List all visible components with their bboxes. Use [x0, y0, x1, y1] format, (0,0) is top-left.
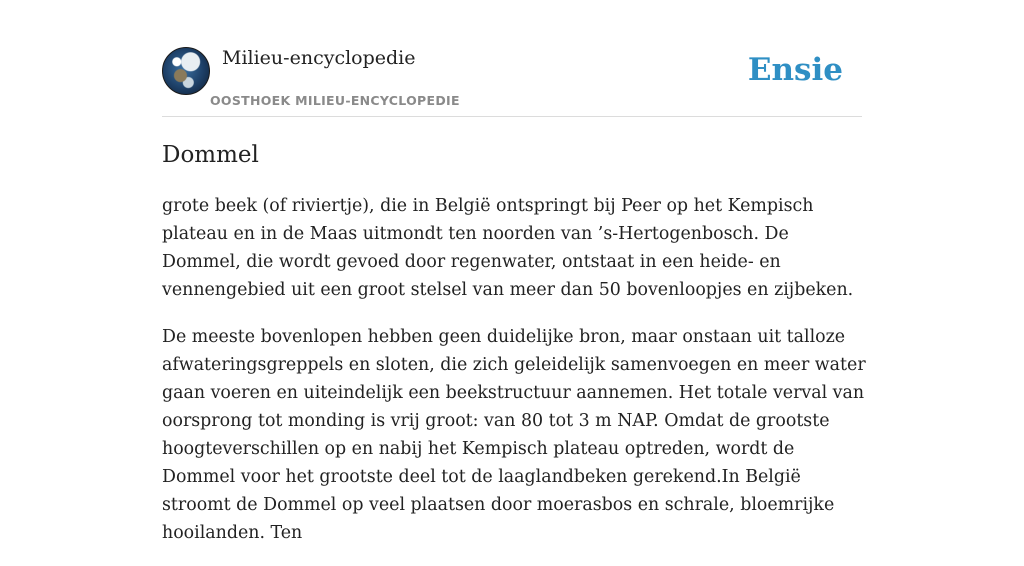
site-title[interactable]: Milieu-encyclopedie [222, 47, 416, 69]
article-title: Dommel [162, 142, 259, 168]
earth-globe-icon[interactable] [162, 47, 210, 95]
paragraph: De meeste bovenlopen hebben geen duidelijke bron, maar onstaan uit talloze afwateringsgreppels en sloten, die zich geleidelijk samenvoegen en meer water gaan voeren en uiteindelijk een beekstructuur aannemen. Het totale verval van oorsprong tot monding is vrij groot: van 80 tot 3 m NAP. Omdat de grootste hoogteverschillen op en nabij het Kempisch plateau optreden, wordt de Dommel voor het grootste deel tot de laaglandbeken gerekend.In België stroomt de Dommel op veel plaatsen door moerasbos en schrale, bloemrijke hooilanden. Ten [162, 327, 866, 543]
site-subtitle[interactable]: OOSTHOEK MILIEU-ENCYCLOPEDIE [210, 93, 460, 108]
article-body [162, 192, 866, 566]
brand-logo[interactable]: Ensie [747, 52, 843, 88]
site-header [162, 46, 862, 117]
paragraph: grote beek (of riviertje), die in België ontspringt bij Peer op het Kempisch plateau en in de Maas uitmondt ten noorden van ’s-Hertogenbosch. De Dommel, die wordt gevoed door regenwater, ontstaat in een heide- en vennengebied uit een groot stelsel van meer dan 50 bovenloopjes en zijbeken. [162, 196, 854, 300]
